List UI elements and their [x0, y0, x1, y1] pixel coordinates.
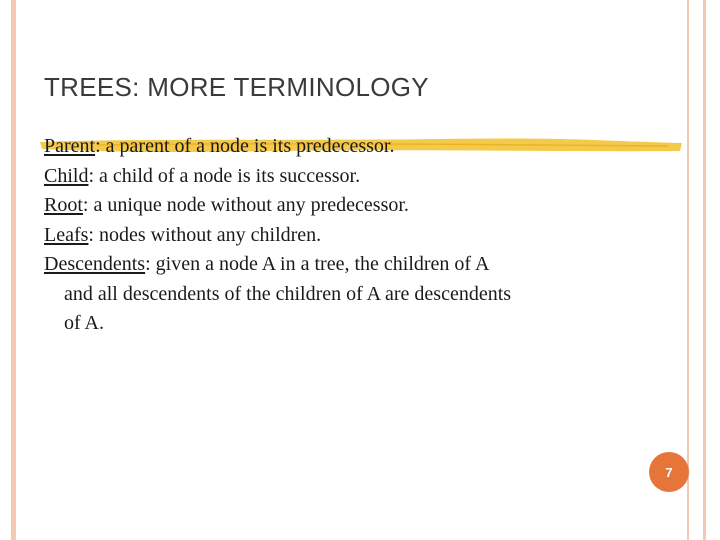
list-item — [44, 162, 644, 192]
list-item — [44, 191, 644, 221]
definition-root: : a unique node without any predecessor. — [82, 194, 409, 216]
list-item — [44, 221, 644, 251]
term-leafs: Leafs — [44, 223, 89, 246]
definitions-list — [44, 132, 644, 339]
frame-right-inner-line — [687, 0, 689, 540]
frame-left-line — [11, 0, 16, 540]
term-root: Root — [44, 194, 83, 216]
frame-right-outer-line — [703, 0, 706, 540]
definition-child: : a child of a node is its successor. — [88, 164, 361, 187]
definition-descendents-continuation-end: of A. — [64, 312, 104, 334]
definition-descendents-continuation: and all descendents of the children of A are descendents — [64, 282, 512, 305]
slide-title: TREES: MORE TERMINOLOGY — [44, 72, 429, 102]
list-item — [44, 132, 644, 162]
term-child: Child — [44, 164, 89, 187]
definition-leafs: : nodes without any children. — [88, 223, 322, 246]
term-descendents: Descendents — [44, 253, 146, 275]
definition-parent: : a parent of a node is its predecessor. — [95, 135, 395, 157]
list-item — [44, 250, 644, 280]
definition-descendents: : given a node A in a tree, the children of A — [145, 253, 490, 275]
term-parent: Parent — [44, 135, 96, 157]
page-number-badge: 7 — [649, 452, 689, 492]
